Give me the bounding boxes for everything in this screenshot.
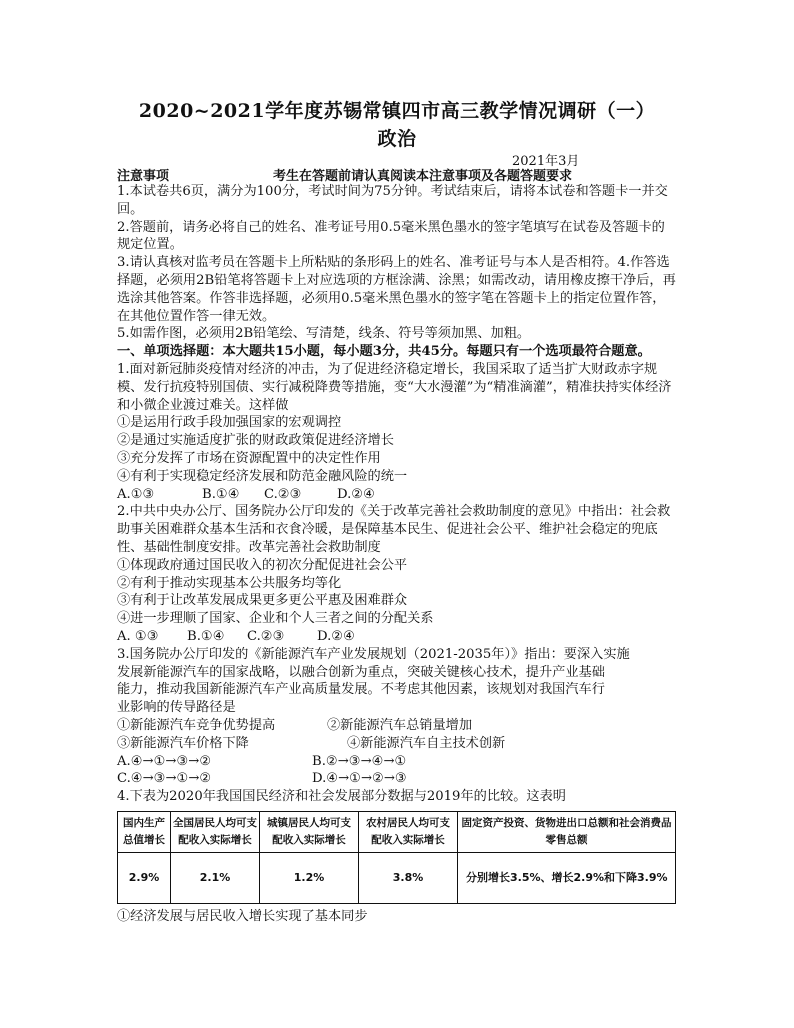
q3-stem-line: 业影响的传导路径是 <box>117 700 236 716</box>
q3-statement: ④新能源汽车自主技术创新 <box>347 735 506 751</box>
q1-statement: ③充分发挥了市场在资源配置中的决定性作用 <box>117 450 381 466</box>
q3-options-row <box>117 753 677 771</box>
q1-statement: ①是运用行政手段加强国家的宏观调控 <box>117 415 342 431</box>
q3-stem-line: 3.国务院办公厅印发的《新能源汽车产业发展规划（2021-2035年）》指出：要深入实施 <box>117 646 630 662</box>
q2-statement: ④进一步理顺了国家、企业和个人三者之间的分配关系 <box>117 611 434 627</box>
notice-item: 2.答题前，请务必将自己的姓名、准考证号用0.5毫米黑色墨水的签字笔填写在试卷及答题卡的规定位置。 <box>117 219 665 253</box>
table-header-cell: 农村居民人均可支配收入实际增长 <box>359 811 458 852</box>
table-cell: 1.2% <box>260 852 359 903</box>
q4-stem: 4.下表为2020年我国国民经济和社会发展部分数据与2019年的比较。这表明 <box>117 789 566 805</box>
q2-statement: ③有利于让改革发展成果更多更公平惠及困难群众 <box>117 593 408 609</box>
q2-option-d: D.②④ <box>317 628 355 644</box>
table-header-row <box>118 811 676 852</box>
q1-stem: 1.面对新冠肺炎疫情对经济的冲击，为了促进经济稳定增长，我国采取了适当扩大财政赤字规模、发行抗疫特别国债、实行减税降费等措施，变“大水漫灌”为“精准滴灌”，精准扶持实体经济和小微企业渡过难关。这样做 <box>117 361 672 413</box>
q2-statement: ②有利于推动实现基本公共服务均等化 <box>117 575 342 591</box>
notice-item: 3.请认真核对监考员在答题卡上所粘贴的条形码上的姓名、准考证号与本人是否相符。4.作答选择题，必须用2B铅笔将答题卡上对应选项的方框涂满、涂黑；如需改动，请用橡皮擦干净后，再选涂其他答案。作答非选择题，必须用0.5毫米黑色墨水的签字笔在答题卡上的指定位置作答，在其他位置作答一律无效。 <box>117 255 676 324</box>
q1-option-b: B.①④ <box>202 486 240 502</box>
notice-label: 注意事项 <box>117 169 170 184</box>
q1-option-a: A.①③ <box>117 486 155 502</box>
notice-heading <box>117 165 572 184</box>
q1-option-d: D.②④ <box>337 486 375 502</box>
q3-stem-line: 能力，推动我国新能源汽车产业高质量发展。不考虑其他因素，该规划对我国汽车行 <box>117 682 605 698</box>
notice-item: 5.如需作图，必须用2B铅笔绘、写清楚，线条、符号等须加黑、加粗。 <box>117 326 531 342</box>
q3-statements-row <box>117 717 677 735</box>
q3-stem-line: 发展新能源汽车的国家战略，以融合创新为重点，突破关键核心技术，提升产业基础 <box>117 664 605 680</box>
q4-data-table <box>117 811 676 904</box>
section-heading: 一、单项选择题：本大题共15小题，每小题3分，共45分。每题只有一个选项最符合题意。 <box>117 344 651 360</box>
q3-statement: ②新能源汽车总销量增加 <box>327 717 473 733</box>
exam-title: 2020~2021学年度苏锡常镇四市高三教学情况调研（一） <box>138 100 656 122</box>
q2-option-b: B.①④ <box>187 628 225 644</box>
exam-body <box>117 183 677 926</box>
table-cell: 2.9% <box>118 852 171 903</box>
q1-statement: ④有利于实现稳定经济发展和防范金融风险的统一 <box>117 468 408 484</box>
q3-options-row <box>117 770 677 788</box>
q3-option-c: C.④→③→①→② <box>117 771 212 787</box>
q3-statement: ③新能源汽车价格下降 <box>117 735 249 751</box>
exam-subject: 政治 <box>377 128 417 150</box>
q2-options <box>117 628 677 646</box>
table-header-cell: 全国居民人均可支配收入实际增长 <box>171 811 260 852</box>
q3-option-b: B.②→③→④→① <box>312 753 407 769</box>
q3-statements-row <box>117 735 677 753</box>
q3-option-d: D.④→①→②→③ <box>312 771 407 787</box>
table-cell: 2.1% <box>171 852 260 903</box>
exam-date: 2021年3月 <box>512 154 580 169</box>
table-header-cell: 城镇居民人均可支配收入实际增长 <box>260 811 359 852</box>
q2-stem: 2.中共中央办公厅、国务院办公厅印发的《关于改革完善社会救助制度的意见》中指出：社会救助事关困难群众基本生活和衣食冷暖，是保障基本民生、促进社会公平、维护社会稳定的兜底性、基础性制度安排。改革完善社会救助制度 <box>117 504 671 555</box>
q1-option-c: C.②③ <box>264 486 302 502</box>
q4-statement: ①经济发展与居民收入增长实现了基本同步 <box>117 908 368 924</box>
q1-statement: ②是通过实施适度扩张的财政政策促进经济增长 <box>117 433 394 449</box>
table-header-cell: 国内生产总值增长 <box>118 811 171 852</box>
q1-options <box>117 486 677 504</box>
q3-option-a: A.④→①→③→② <box>117 753 212 769</box>
q2-option-a: A. ①③ <box>117 628 159 644</box>
table-cell: 分别增长3.5%、增长2.9%和下降3.9% <box>458 852 676 903</box>
table-header-cell: 固定资产投资、货物进出口总额和社会消费品零售总额 <box>458 811 676 852</box>
q3-statement: ①新能源汽车竞争优势提高 <box>117 717 276 733</box>
q2-statement: ①体现政府通过国民收入的初次分配促进社会公平 <box>117 557 408 573</box>
table-cell: 3.8% <box>359 852 458 903</box>
notice-item: 1.本试卷共6页，满分为100分，考试时间为75分钟。考试结束后，请将本试卷和答题卡一并交回。 <box>117 184 668 217</box>
notice-instruction: 考生在答题前请认真阅读本注意事项及各题答题要求 <box>273 169 573 184</box>
q2-option-c: C.②③ <box>247 628 285 644</box>
table-row <box>118 852 676 903</box>
